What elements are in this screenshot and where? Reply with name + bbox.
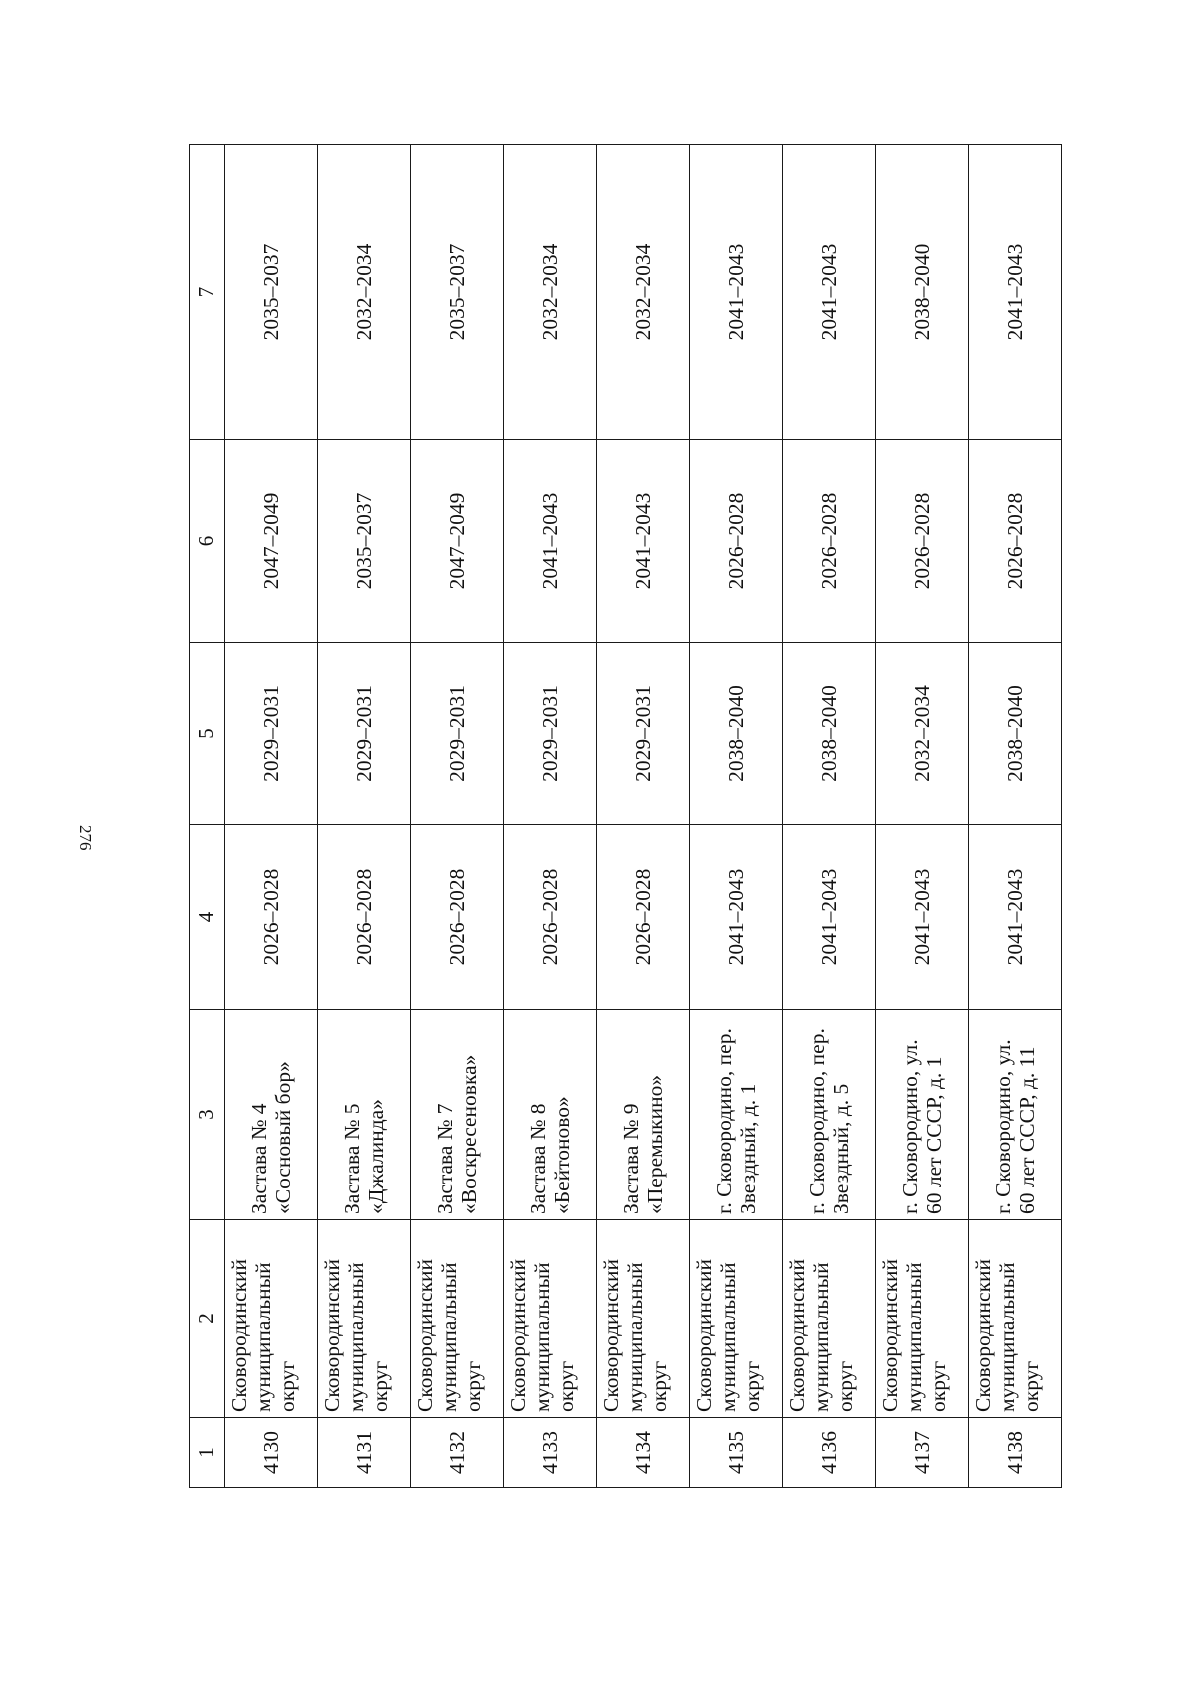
district-cell: Сковородинский муниципальный округ (597, 1220, 690, 1418)
column-header-4: 4 (190, 825, 225, 1010)
district-cell: Сковородинский муниципальный округ (411, 1220, 504, 1418)
period-cell-7: 2032–2034 (318, 145, 411, 440)
district-cell: Сковородинский муниципальный округ (690, 1220, 783, 1418)
period-cell-7: 2041–2043 (969, 145, 1062, 440)
district-cell: Сковородинский муниципальный округ (225, 1220, 318, 1418)
period-cell-4: 2041–2043 (969, 825, 1062, 1010)
row-number-cell: 4132 (411, 1418, 504, 1488)
row-number-cell: 4138 (969, 1418, 1062, 1488)
period-cell-4: 2026–2028 (318, 825, 411, 1010)
table-row (411, 145, 504, 1488)
location-cell: Застава № 4 «Сосновый бор» (225, 1010, 318, 1220)
period-cell-6: 2047–2049 (411, 440, 504, 643)
period-cell-5: 2029–2031 (318, 643, 411, 825)
table-row (783, 145, 876, 1488)
table-container (189, 145, 1044, 1488)
row-number-cell: 4133 (504, 1418, 597, 1488)
period-cell-4: 2026–2028 (411, 825, 504, 1010)
location-cell: Застава № 7 «Воскресеновка» (411, 1010, 504, 1220)
period-cell-4: 2026–2028 (504, 825, 597, 1010)
period-cell-7: 2041–2043 (783, 145, 876, 440)
period-cell-6: 2026–2028 (969, 440, 1062, 643)
period-cell-7: 2035–2037 (225, 145, 318, 440)
period-cell-5: 2038–2040 (783, 643, 876, 825)
location-cell: г. Сковородино, ул. 60 лет СССР, д. 11 (969, 1010, 1062, 1220)
district-cell: Сковородинский муниципальный округ (783, 1220, 876, 1418)
page-number: 276 (76, 825, 95, 851)
period-cell-5: 2038–2040 (969, 643, 1062, 825)
column-header-7: 7 (190, 145, 225, 440)
table-row (225, 145, 318, 1488)
period-cell-5: 2029–2031 (225, 643, 318, 825)
period-cell-6: 2026–2028 (876, 440, 969, 643)
period-cell-7: 2032–2034 (504, 145, 597, 440)
period-cell-6: 2026–2028 (690, 440, 783, 643)
period-cell-4: 2026–2028 (225, 825, 318, 1010)
header-row (190, 145, 225, 1488)
district-cell: Сковородинский муниципальный округ (504, 1220, 597, 1418)
column-header-5: 5 (190, 643, 225, 825)
period-cell-4: 2026–2028 (597, 825, 690, 1010)
column-header-2: 2 (190, 1220, 225, 1418)
table-row (504, 145, 597, 1488)
row-number-cell: 4136 (783, 1418, 876, 1488)
table-row (318, 145, 411, 1488)
period-cell-6: 2041–2043 (597, 440, 690, 643)
data-table (189, 144, 1062, 1488)
period-cell-7: 2041–2043 (690, 145, 783, 440)
table-row (690, 145, 783, 1488)
location-cell: Застава № 5 «Джалинда» (318, 1010, 411, 1220)
period-cell-7: 2032–2034 (597, 145, 690, 440)
period-cell-4: 2041–2043 (876, 825, 969, 1010)
period-cell-5: 2038–2040 (690, 643, 783, 825)
row-number-cell: 4137 (876, 1418, 969, 1488)
location-cell: г. Сковородино, пер. Звездный, д. 1 (690, 1010, 783, 1220)
row-number-cell: 4134 (597, 1418, 690, 1488)
column-header-1: 1 (190, 1418, 225, 1488)
row-number-cell: 4135 (690, 1418, 783, 1488)
period-cell-6: 2026–2028 (783, 440, 876, 643)
table-row (969, 145, 1062, 1488)
period-cell-5: 2029–2031 (411, 643, 504, 825)
period-cell-4: 2041–2043 (783, 825, 876, 1010)
period-cell-5: 2032–2034 (876, 643, 969, 825)
district-cell: Сковородинский муниципальный округ (969, 1220, 1062, 1418)
column-header-6: 6 (190, 440, 225, 643)
location-cell: г. Сковородино, пер. Звездный, д. 5 (783, 1010, 876, 1220)
table-row (597, 145, 690, 1488)
row-number-cell: 4131 (318, 1418, 411, 1488)
period-cell-5: 2029–2031 (504, 643, 597, 825)
period-cell-6: 2041–2043 (504, 440, 597, 643)
period-cell-6: 2035–2037 (318, 440, 411, 643)
table-row (876, 145, 969, 1488)
period-cell-4: 2041–2043 (690, 825, 783, 1010)
period-cell-5: 2029–2031 (597, 643, 690, 825)
row-number-cell: 4130 (225, 1418, 318, 1488)
location-cell: г. Сковородино, ул. 60 лет СССР, д. 1 (876, 1010, 969, 1220)
location-cell: Застава № 8 «Бейтоново» (504, 1010, 597, 1220)
location-cell: Застава № 9 «Перемыкино» (597, 1010, 690, 1220)
column-header-3: 3 (190, 1010, 225, 1220)
district-cell: Сковородинский муниципальный округ (876, 1220, 969, 1418)
period-cell-6: 2047–2049 (225, 440, 318, 643)
period-cell-7: 2038–2040 (876, 145, 969, 440)
period-cell-7: 2035–2037 (411, 145, 504, 440)
district-cell: Сковородинский муниципальный округ (318, 1220, 411, 1418)
